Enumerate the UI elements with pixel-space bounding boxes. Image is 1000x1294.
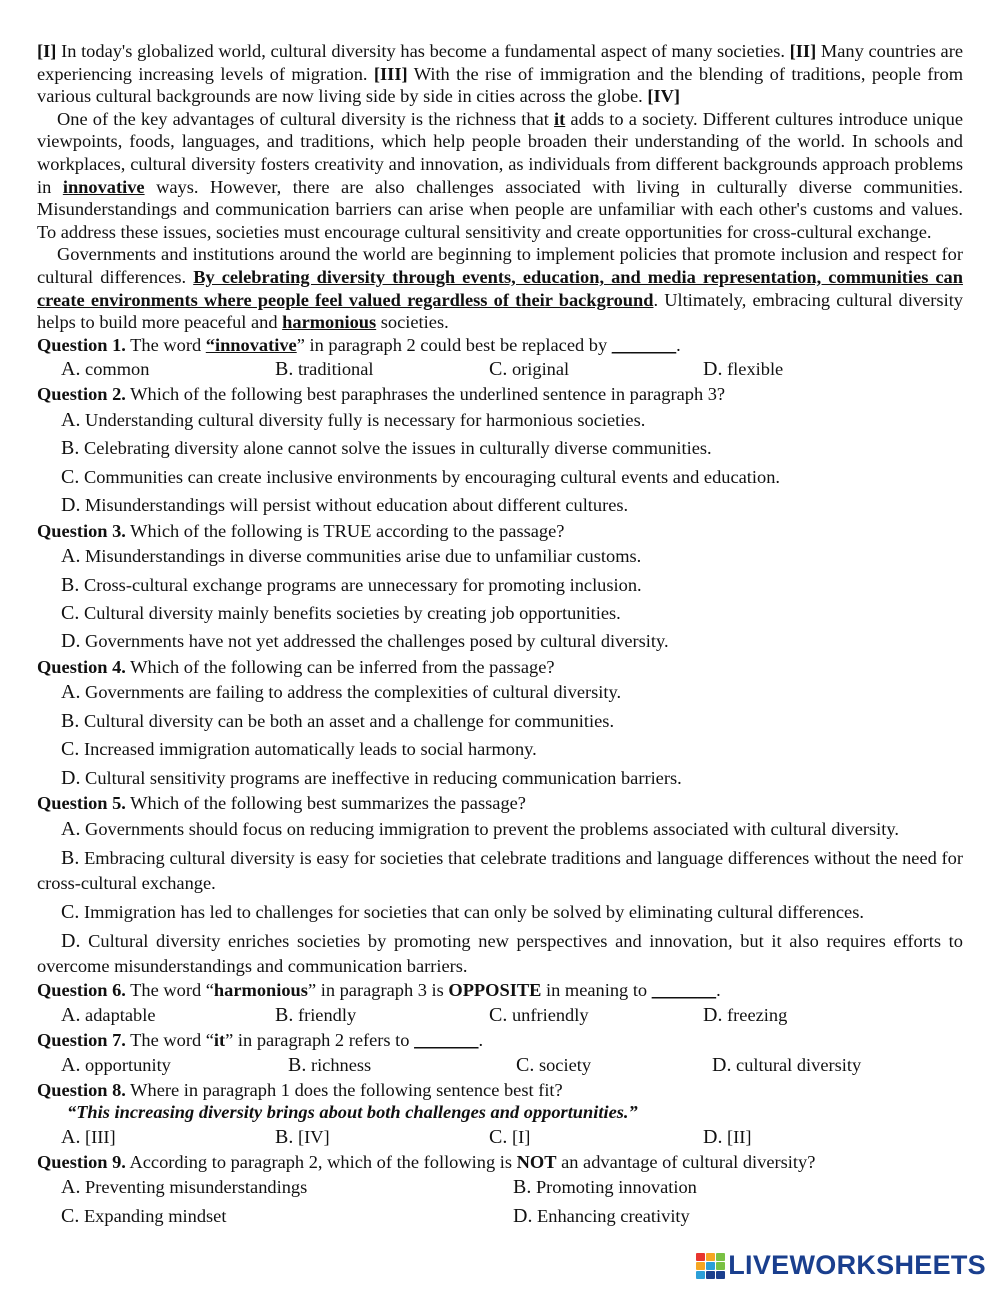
options-q1: [37, 356, 963, 383]
option-c[interactable]: C. society: [516, 1053, 592, 1076]
paragraph-3-text: societies.: [376, 312, 449, 333]
paragraph-3-text: Governments and institutions around the world are beginning to implement policies that promote inclusion and respect for cultural differences.: [37, 244, 963, 287]
marker-IV: [IV]: [647, 86, 681, 107]
question-7: [37, 1029, 963, 1052]
inserted-sentence: “This increasing diversity brings about both challenges and opportunities.”: [67, 1102, 638, 1123]
question-text: Which of the following best summarizes the passage?: [125, 792, 526, 813]
option-c[interactable]: C. Expanding mindset: [61, 1204, 227, 1227]
question-text: ” in paragraph 2 could best be replaced by: [296, 334, 612, 355]
paragraph-3-text: . Ultimately, embracing cultural diversity helps to build more peaceful and: [37, 289, 963, 333]
question-5: [37, 792, 963, 815]
question-text: The word “: [125, 980, 214, 1001]
options-q9: [37, 1173, 963, 1230]
logo-square-icon: [716, 1253, 725, 1261]
option-d[interactable]: D. Cultural sensitivity programs are ineffective in reducing communication barriers.: [61, 766, 682, 789]
question-9: [37, 1151, 963, 1174]
question-text: According to paragraph 2, which of the following is: [125, 1151, 517, 1172]
highlight-it: it: [554, 108, 566, 129]
question-number: Question 8.: [37, 1079, 126, 1100]
option-d[interactable]: D. [II]: [703, 1125, 752, 1148]
question-text: Where in paragraph 1 does the following sentence best fit?: [125, 1079, 563, 1100]
question-number: Question 2.: [37, 384, 126, 405]
highlight-harmonious: harmonious: [282, 312, 377, 333]
logo-square-icon: [706, 1253, 715, 1261]
liveworksheets-logo[interactable]: [696, 1250, 986, 1281]
paragraph-2-text: One of the key advantages of cultural diversity is the richness that: [57, 108, 555, 129]
answer-blank: _______: [611, 334, 677, 355]
answer-blank: _______: [414, 1029, 479, 1050]
options-q8: [37, 1124, 963, 1151]
question-text: in meaning to: [541, 980, 652, 1001]
question-8: [37, 1079, 963, 1102]
paragraph-1-text: In today's globalized world, cultural diversity has become a fundamental aspect of many societies.: [56, 41, 790, 61]
not-keyword: NOT: [516, 1151, 557, 1172]
question-number: Question 7.: [37, 1029, 126, 1050]
logo-square-icon: [696, 1253, 705, 1261]
option-b[interactable]: B. traditional: [275, 358, 374, 381]
question-keyword: “innovative: [205, 334, 297, 355]
option-a[interactable]: A. Governments are failing to address the complexities of cultural diversity.: [61, 681, 622, 704]
question-text: ” in paragraph 3 is: [307, 980, 449, 1001]
question-text: .: [676, 334, 681, 355]
option-c[interactable]: C. original: [489, 358, 570, 381]
paragraph-1: [37, 40, 963, 108]
option-b[interactable]: B. Cultural diversity can be both an asset and a challenge for communities.: [61, 709, 615, 732]
highlight-innovative: innovative: [62, 176, 145, 197]
logo-square-icon: [706, 1262, 715, 1270]
option-b[interactable]: B. Embracing cultural diversity is easy for societies that celebrate traditions and language differences without the need for cross-cultural exchange.: [37, 846, 963, 893]
question-number: Question 4.: [37, 656, 126, 677]
marker-I: [I]: [37, 41, 57, 61]
option-a[interactable]: A. [III]: [61, 1125, 116, 1148]
option-a[interactable]: A. Misunderstandings in diverse communities arise due to unfamiliar customs.: [61, 545, 642, 568]
question-1: [37, 334, 963, 357]
question-keyword: it: [213, 1029, 226, 1050]
underlined-sentence: By celebrating diversity through events, education, and media representation, communities can create environments where people feel valued regardless of their background: [37, 266, 963, 310]
liveworksheets-logo-text: LIVEWORKSHEETS: [728, 1250, 986, 1280]
question-number: Question 6.: [37, 980, 126, 1001]
option-a[interactable]: A. Governments should focus on reducing immigration to prevent the problems associated with cultural diversity.: [61, 817, 899, 840]
option-d[interactable]: D. flexible: [703, 358, 784, 381]
question-text: Which of the following can be inferred from the passage?: [125, 656, 555, 677]
question-number: Question 9.: [37, 1151, 126, 1172]
option-a[interactable]: A. adaptable: [61, 1003, 156, 1026]
question-number: Question 3.: [37, 520, 126, 541]
answer-blank: _______: [651, 980, 717, 1001]
paragraph-2-text: ways. However, there are also challenges associated with living in culturally diverse communities. Misunderstandings and communication barriers can arise when people are unfamiliar with each other's customs and values. To address these issues, societies must encourage cultural sensitivity and create opportunities for cross-cultural exchange.: [37, 176, 964, 242]
paragraph-1-text: With the rise of immigration and the blending of traditions, people from various cultural backgrounds are now living side by side in cities across the globe.: [37, 63, 964, 107]
option-d[interactable]: D. Misunderstandings will persist without education about different cultures.: [61, 494, 629, 517]
option-b[interactable]: B. friendly: [275, 1003, 357, 1026]
question-2: [37, 383, 963, 406]
option-d[interactable]: D. Cultural diversity enriches societies by promoting new perspectives and innovation, but it also requires efforts to overcome misunderstandings and communication barriers.: [37, 930, 963, 977]
option-b[interactable]: B. Promoting innovation: [513, 1176, 697, 1199]
question-text: The word: [125, 334, 206, 355]
option-a[interactable]: A. Preventing misunderstandings: [61, 1176, 308, 1199]
option-a[interactable]: A. opportunity: [61, 1053, 171, 1076]
question-text: Which of the following is TRUE according to the passage?: [125, 520, 565, 541]
option-c[interactable]: C. [I]: [489, 1125, 531, 1148]
option-d[interactable]: D. freezing: [703, 1003, 788, 1026]
question-text: an advantage of cultural diversity?: [556, 1151, 816, 1172]
option-d[interactable]: D. Enhancing creativity: [513, 1204, 690, 1227]
opposite-keyword: OPPOSITE: [448, 980, 542, 1001]
question-number: Question 5.: [37, 792, 126, 813]
question-4: [37, 656, 963, 679]
option-d[interactable]: D. Governments have not yet addressed the challenges posed by cultural diversity.: [61, 630, 669, 653]
logo-square-icon: [706, 1271, 715, 1279]
marker-III: [III]: [373, 63, 408, 84]
question-text: Which of the following best paraphrases the underlined sentence in paragraph 3?: [125, 384, 726, 405]
paragraph-2: [37, 108, 963, 244]
option-c[interactable]: C. Cultural diversity mainly benefits societies by creating job opportunities.: [61, 601, 621, 624]
question-text: ” in paragraph 2 refers to: [225, 1029, 415, 1050]
liveworksheets-logo-icon: [696, 1253, 726, 1279]
options-q6: [37, 1002, 963, 1029]
paragraph-2-text: adds to a society. Different cultures introduce unique viewpoints, foods, languages, and traditions, which help people broaden their understanding of the world. In schools and workplaces, cultural diversity fosters creativity and innovation, as individuals from different backgrounds approach problems in: [37, 108, 963, 197]
option-b[interactable]: B. Cross-cultural exchange programs are unnecessary for promoting inclusion.: [61, 573, 642, 596]
logo-square-icon: [716, 1271, 725, 1279]
question-3: [37, 520, 963, 543]
option-d[interactable]: D. cultural diversity: [712, 1053, 862, 1076]
option-b[interactable]: B. [IV]: [275, 1125, 330, 1148]
options-q7: [37, 1052, 963, 1079]
logo-square-icon: [716, 1262, 725, 1270]
question-keyword: harmonious: [213, 980, 308, 1001]
option-c[interactable]: C. Communities can create inclusive environments by encouraging cultural events and education.: [61, 465, 781, 488]
paragraph-3: [37, 243, 963, 333]
question-6: [37, 979, 963, 1002]
option-a[interactable]: A. common: [61, 358, 150, 381]
marker-II: [II]: [789, 41, 817, 61]
option-b[interactable]: B. richness: [288, 1053, 372, 1076]
logo-square-icon: [696, 1262, 705, 1270]
question-text: .: [478, 1029, 484, 1050]
logo-square-icon: [696, 1271, 705, 1279]
option-b[interactable]: B. Celebrating diversity alone cannot solve the issues in culturally diverse communities.: [61, 437, 712, 460]
option-c[interactable]: C. Immigration has led to challenges for societies that can only be solved by eliminating cultural differences.: [61, 900, 864, 923]
option-c[interactable]: C. Increased immigration automatically leads to social harmony.: [61, 738, 537, 761]
question-text: The word “: [125, 1029, 214, 1050]
option-c[interactable]: C. unfriendly: [489, 1003, 589, 1026]
question-text: .: [716, 980, 721, 1001]
option-a[interactable]: A. Understanding cultural diversity fully is necessary for harmonious societies.: [61, 408, 646, 431]
question-number: Question 1.: [37, 334, 126, 355]
paragraph-1-text: Many countries are experiencing increasing levels of migration.: [37, 41, 963, 84]
